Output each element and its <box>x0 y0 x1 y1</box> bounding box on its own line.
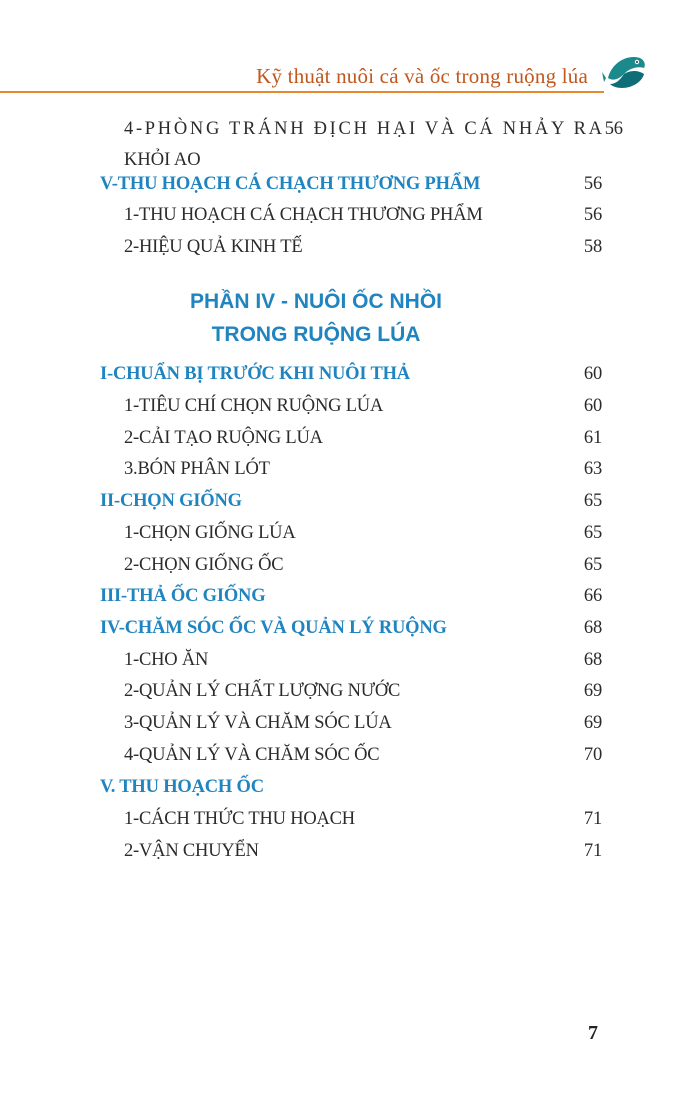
toc-entry[interactable] <box>124 392 602 420</box>
toc-entry-page: 68 <box>583 650 602 670</box>
toc-entry-page: 70 <box>583 745 602 765</box>
toc-section-label: V. THU HOẠCH ỐC <box>100 777 264 797</box>
toc-entry-page: 56 <box>583 205 602 225</box>
toc-entry-label: 1-CÁCH THỨC THU HOẠCH <box>124 809 355 829</box>
toc-entry-label: 3-QUẢN LÝ VÀ CHĂM SÓC LÚA <box>124 713 392 733</box>
toc-entry[interactable] <box>124 805 602 833</box>
part-heading-line2: TRONG RUỘNG LÚA <box>211 323 421 346</box>
toc-entry-label: 2-VẬN CHUYỂN <box>124 841 259 861</box>
toc-section-i[interactable] <box>100 360 602 388</box>
toc-entry[interactable] <box>124 551 602 579</box>
toc-section-label: I-CHUẨN BỊ TRƯỚC KHI NUÔI THẢ <box>100 364 410 384</box>
toc-section-page: 65 <box>583 491 602 511</box>
toc-section-page: 66 <box>583 586 602 606</box>
toc-section-page: 56 <box>583 174 602 194</box>
toc-entry-page: 71 <box>583 841 602 861</box>
toc-entry[interactable] <box>124 201 602 229</box>
toc-entry-page: 60 <box>583 396 602 416</box>
toc-entry-label: 1-CHỌN GIỐNG LÚA <box>124 523 296 543</box>
toc-entry[interactable] <box>124 519 602 547</box>
toc-entry[interactable] <box>124 837 602 865</box>
page-number: 7 <box>588 1022 598 1044</box>
toc-entry[interactable] <box>124 646 602 674</box>
toc-entry-page: 71 <box>583 809 602 829</box>
toc-entry-page: 65 <box>583 555 602 575</box>
toc-entry-label: 4-QUẢN LÝ VÀ CHĂM SÓC ỐC <box>124 745 380 765</box>
toc-section-label: III-THẢ ỐC GIỐNG <box>100 586 266 606</box>
toc-entry-page: 69 <box>583 713 602 733</box>
toc-entry-label: 1-CHO ĂN <box>124 650 209 670</box>
toc-entry-label: 1-THU HOẠCH CÁ CHẠCH THƯƠNG PHẨM <box>124 205 483 225</box>
part-heading-line1: PHẦN IV - NUÔI ỐC NHỒI <box>189 290 442 313</box>
toc-entry-label: 4-PHÒNG TRÁNH ĐỊCH HẠI VÀ CÁ NHẢY RA <box>124 119 605 139</box>
toc-section-page: 68 <box>583 618 602 638</box>
toc-entry-page: 61 <box>583 428 602 448</box>
toc-entry[interactable] <box>124 741 602 769</box>
toc-entry-label: 1-TIÊU CHÍ CHỌN RUỘNG LÚA <box>124 396 384 416</box>
toc-entry[interactable] <box>124 424 602 452</box>
toc-entry-label: 2-CHỌN GIỐNG ỐC <box>124 555 284 575</box>
running-header-title: Kỹ thuật nuôi cá và ốc trong ruộng lúa <box>256 64 588 88</box>
toc-entry[interactable] <box>124 677 602 705</box>
toc-entry-page: 65 <box>583 523 602 543</box>
toc-section-v-thu-hoach-ca-chach[interactable] <box>100 170 602 198</box>
toc-section-label: IV-CHĂM SÓC ỐC VÀ QUẢN LÝ RUỘNG <box>100 618 447 638</box>
toc-entry-page: 58 <box>583 237 602 257</box>
toc-section-iii[interactable] <box>100 582 602 610</box>
toc-section-v-thu-hoach-oc[interactable] <box>100 773 602 801</box>
toc-entry-page: 63 <box>583 459 602 479</box>
toc-entry-label: 2-QUẢN LÝ CHẤT LƯỢNG NƯỚC <box>124 681 401 701</box>
toc-entry[interactable] <box>124 455 602 483</box>
toc-section-page: 60 <box>583 364 602 384</box>
toc-entry-label: 3.BÓN PHÂN LÓT <box>124 459 270 479</box>
toc-entry-label-continued: KHỎI AO <box>124 150 201 170</box>
toc-entry-label: 2-CẢI TẠO RUỘNG LÚA <box>124 428 323 448</box>
toc-entry[interactable] <box>124 233 602 261</box>
toc-section-label: V-THU HOẠCH CÁ CHẠCH THƯƠNG PHẨM <box>100 174 481 194</box>
toc-entry[interactable] <box>124 709 602 737</box>
toc-entry-label: 2-HIỆU QUẢ KINH TẾ <box>124 237 303 257</box>
toc-section-label: II-CHỌN GIỐNG <box>100 491 242 511</box>
toc-entry-phong-tranh-dich-hai[interactable] <box>124 115 623 143</box>
toc-section-ii[interactable] <box>100 487 602 515</box>
toc-entry-page: 56 <box>604 119 623 139</box>
toc-section-iv[interactable] <box>100 614 602 642</box>
toc-entry-page: 69 <box>583 681 602 701</box>
